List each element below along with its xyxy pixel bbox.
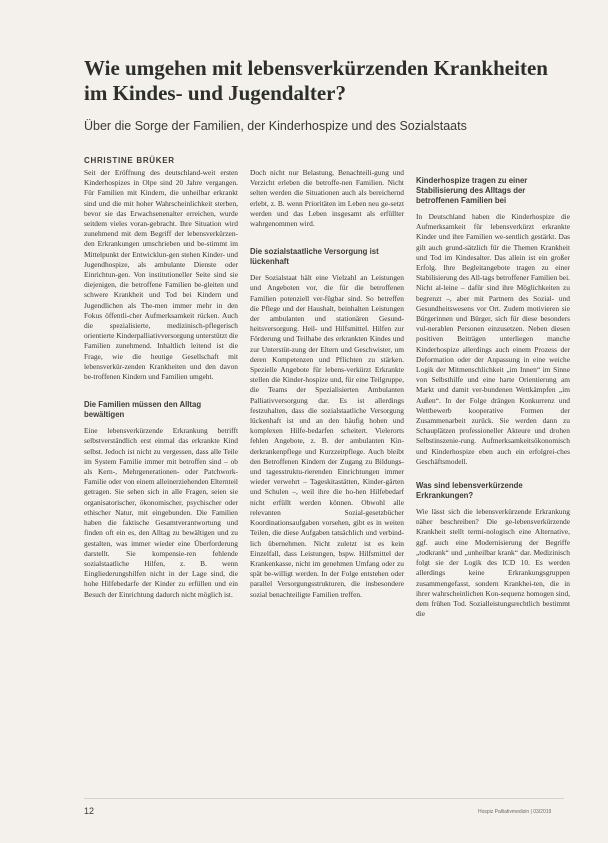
journal-name: Hospiz Palliativmedizin | 03/2019 [478, 809, 552, 815]
paragraph: Seit der Eröffnung des deutschland-weit ersten Kinderhospizes in Olpe sind 20 Jahre vergangen. Für Familien mit Kindern, die unheilbar erkrankt sind und die mit hoher Wahrscheinlichkeit sterben, bevor sie das Erwachsenenalter erreichen, wurde seitdem vieles voran-gebracht. Ihre Situation wird zunehmend mit dem Begriff der lebensverkürzen-den Erkrankungen umschrieben und be-stimmt im Mittelpunkt der Entwicklun-gen stehen Kinder- und Jugendhospize, als ambulante Dienste oder Einrichtun-gen. Von institutioneller Seite sind sie diejenigen, die betroffene Familien be-gleiten und schwere Krankheit und Tod bei Kindern und Jugendlichen als The-men immer mehr in den Fokus öffentli-cher Aufmerksamkeit rücken. Auch die spezialisierte, medizinisch-pflegerisch orientierte Kinderpalliativversorgung unterstützt die Familien zunehmend. Inhaltlich leitend ist die Frage, wie die heutige Gesellschaft mit lebensverkür-zenden Krankheiten und den davon be-troffenen Kindern und Familien umgeht. [84, 168, 238, 382]
paragraph: Eine lebensverkürzende Erkrankung betrifft selbstverständlich erst einmal das erkrankte Kind selbst. Jedoch ist nicht zu vergessen, dass alle Teile im System Familie immer mit betroffen sind – ob als Kern-, Mehrgenerationen- oder Patchwork-Familie oder von einem alleinerziehenden Elternteil getragen. Sie sehen sich in alle Fragen, seien sie organisatorischer, ökonomischer, psychischer oder ethischer Natur, mit eingebunden. Die Familien haben die faktische Gesamtverantwortung und finden oft ein es, den Alltag zu bewältigen und zu gestalten, was immer wieder eine Überforderung darstellt. Sie kompensie-ren fehlende sozialstaatliche Hilfen, z. B. wenn Eingliederungshilfen nicht in der Lage sind, die hohe Hilfebedarfe der Kinder zu erfüllen und ein Besuch der Einrichtung dadurch nicht möglich ist. [84, 426, 238, 599]
footer-rule [84, 798, 564, 799]
column-3 [416, 168, 570, 619]
column-2 [250, 168, 404, 600]
paragraph: In Deutschland haben die Kinderhospize die Aufmerksamkeit für lebensverkürzt erkrankte Kinder und ihre Familien we-sentlich gestärkt. Das gilt auch grund-sätzlich für die Themen Krankheit und Tod im Kindesalter. Das allein ist ein großer Erfolg. Ihre Begleitangebote tragen zu einer Stabilisierung des All-tags betroffener Familien bei. Nicht al-leine – dafür sind ihre Möglichkeiten zu begrenzt –, aber mit Partnern des Sozial- und Gesundheitswesens vor Ort. Zudem motivieren sie Bürgerinnen und Bürger, sich für diese besonders vul-nerablen Personen einzusetzen. Neben diesen positiven Beiträgen unterliegen manche Kinderhospize allerdings auch einem Prozess der Deformation oder der Anpassung in eine weiche Logik der Mitmenschlichkeit „im Innen“ im Sinne von Selbsthilfe und eine harte Orientierung am Markt und damit ver-bundenen Wettkämpfen „im Außen“. In der Folge drängen Konkurrenz und Wettbewerb kooperative Formen der Zusammenarbeit zurück. Sie werden dann zu Schauplätzen professioneller Akteure und drohen Selbstinszenie-rung. Aufmerksamkeitsökonomisch und Kinderhospize eben auch ein erfolgrei-ches Geschäftsmodell. [416, 212, 570, 466]
section-heading: Die Familien müssen den Alltag bewältigen [84, 400, 202, 420]
paragraph: Doch nicht nur Belastung, Benachteili-gung und Verzicht erleben die betroffe-nen Familien. Nicht selten werden die Situationen auch als bereichernd erlebt, z. B. wenn Prioritäten im Leben neu ge-setzt werden und das Leben insgesamt als erfüllter wahrgenommen wird. [250, 168, 404, 229]
article-title: Wie umgehen mit lebensverkürzenden Krankheiten im Kindes- und Jugendalter? [84, 56, 548, 105]
column-1 [84, 168, 238, 600]
section-heading: Die sozialstaatliche Versorgung ist lückenhaft [250, 247, 379, 267]
page-number: 12 [84, 806, 95, 816]
paragraph: Der Sozialstaat hält eine Vielzahl an Leistungen und Angeboten vor, die für die betroffenen Familien potenziell ver-fügbar sind. So betreffen die Pflege und der Haushalt, beinhalten Leistungen der ambulanten und stationären Gesund-heitsversorgung. Heil- und Hilfsmittel. Hilfen zur Förderung und Teilhabe des erkrankten Kindes und zur Unterstüt-zung der Eltern und Geschwister, um deren Kompetenzen und Pflichten zu stärken. Spezielle Angebote für lebens-verkürzt Erkrankte stellen die Kinder-hospize und, für eine Teilgruppe, die Teams der Spezialisierten Ambulanten Palliativversorgung dar. Es ist allerdings festzuhalten, dass die sozialstaatliche Versorgung lückenhaft ist und an den häufig hohen und komplexen Hilfe-bedarfen scheitert. Vielerorts fehlen Angebote, z. B. der ambulanten Kin-derkrankenpflege und Kurzzeitpflege. Auch bleibt den Betroffenen Kindern der Zugang zu Bildungs- und tagesstruktu-rierenden Einrichtungen immer wieder verwehrt – Tageskitastätten, Kinder-gärten und Schulen –, weil ihre die ho-hen Hilfebedarf nicht erfüllt werden können. Obwohl alle relevanten Sozial-gesetzbücher Koordinationsaufgaben vorsehen, gibt es in weiten Teilen, die diese Aufgaben tatsächlich und verbind-lich übernehmen. Nicht zuletzt ist es kein Einzelfall, dass Leistungen, bspw. Hilfsmittel der Krankenkasse, nicht im genehmen Umfang oder zu spät be-willigt werden. In der Folge entstehen oder parallel Versorgungsstrukturen, die insbesondere sozial benachteiligte Familien treffen. [250, 273, 404, 599]
section-heading: Kinderhospize tragen zu einer Stabilisierung des Alltags der betroffenen Familien bei [416, 176, 528, 205]
paragraph: Wie lässt sich die lebensverkürzende Erkrankung näher beschreiben? Die ge-lebensverkürzende Krankheit stellt termi-nologisch eine Alternative, ggf. auch eine Modernisierung der Begriffe „todkrank“ und „unheilbar krank“ dar. Medizinisch folgt sie der Logik des ICD 10. Es werden allerdings keine Erkrankungsgruppen zusammengefasst, sondern Krankhei-ten, die in ihrer wahrscheinlichen Kon-sequenz homogen sind, dem frühen Tod. Sozialleistungsrechtlich bestimmt die [416, 507, 570, 619]
section-heading: Was sind lebensverkürzende Erkrankungen? [416, 481, 523, 501]
author-name: CHRISTINE BRÜKER [84, 156, 175, 165]
article-subtitle: Über die Sorge der Familien, der Kinderhospize und des Sozialstaats [84, 119, 467, 133]
